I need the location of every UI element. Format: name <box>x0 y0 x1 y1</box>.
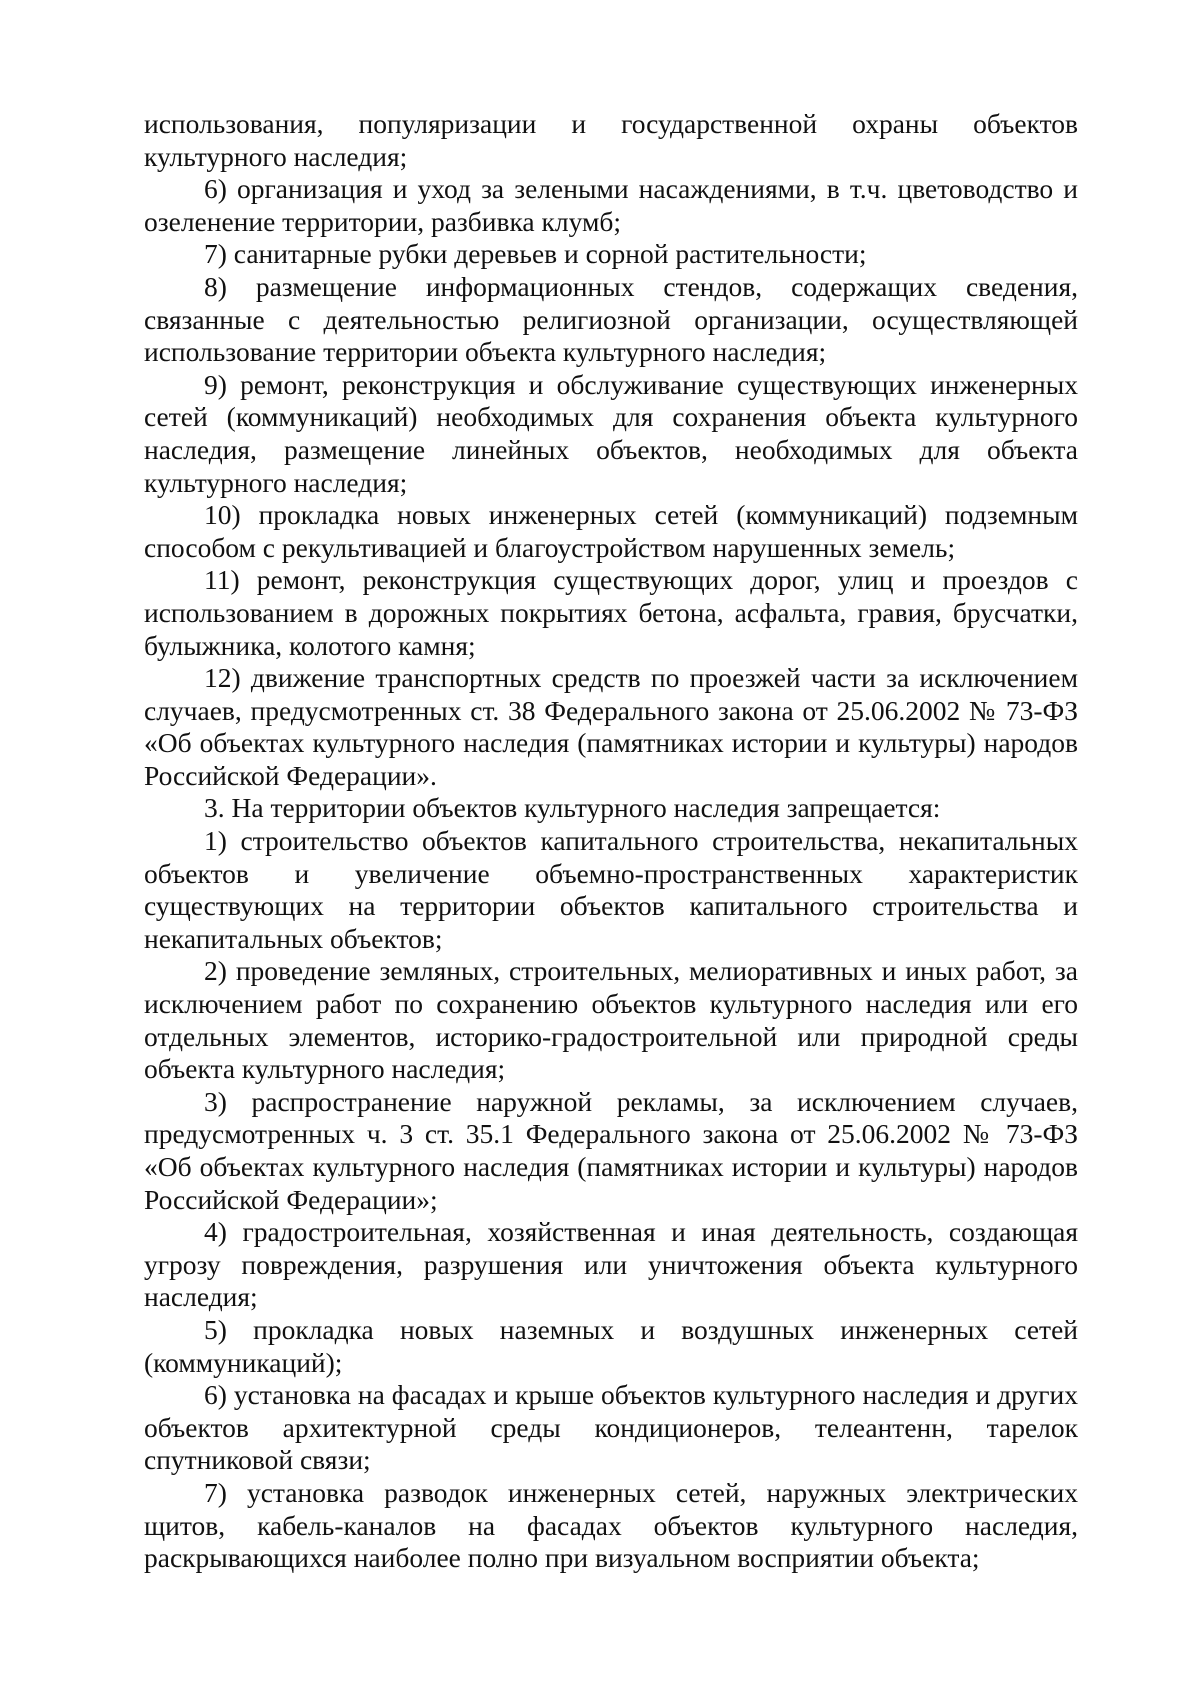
paragraph-16: 7) установка разводок инженерных сетей, наружных электрических щитов, кабель-каналов на фасадах объектов культурного наследия, раскрывающихся наиболее полно при визуальном восприятии объекта; <box>144 1476 1078 1574</box>
paragraph-3: 7) санитарные рубки деревьев и сорной растительности; <box>204 238 867 270</box>
paragraph-9: 3. На территории объектов культурного наследия запрещается: <box>204 792 941 824</box>
paragraph-5: 9) ремонт, реконструкция и обслуживание существующих инженерных сетей (коммуникаций) необходимых для сохранения объекта культурного наследия, размещение линейных объектов, необходимых для объекта культурного наследия; <box>144 368 1078 498</box>
paragraph-15: 6) установка на фасадах и крыше объектов культурного наследия и других объектов архитектурной среды кондиционеров, телеантенн, тарелок спутниковой связи; <box>144 1379 1078 1476</box>
paragraph-1: использования, популяризации и государственной охраны объектов культурного наследия; <box>144 108 1078 172</box>
paragraph-2: 6) организация и уход за зелеными насаждениями, в т.ч. цветоводство и озеленение территории, разбивка клумб; <box>144 173 1078 237</box>
paragraph-8: 12) движение транспортных средств по проезжей части за исключением случаев, предусмотренных ст. 38 Федерального закона от 25.06.2002 № 73-ФЗ «Об объектах культурного наследия (памятниках истории и культуры) народов Российской Федерации». <box>144 662 1078 791</box>
document-page <box>144 108 1078 1575</box>
paragraph-6: 10) прокладка новых инженерных сетей (коммуникаций) подземным способом с рекультивацией и благоустройством нарушенных земель; <box>144 499 1078 563</box>
paragraph-14: 5) прокладка новых наземных и воздушных инженерных сетей (коммуникаций); <box>144 1313 1078 1378</box>
paragraph-10: 1) строительство объектов капитального строительства, некапитальных объектов и увеличение объемно-пространственных характеристик существующих на территории объектов капитального строительства и некапитальных объектов; <box>144 825 1078 954</box>
paragraph-12: 3) распространение наружной рекламы, за исключением случаев, предусмотренных ч. 3 ст. 35.1 Федерального закона от 25.06.2002 № 73-ФЗ «Об объектах культурного наследия (памятниках истории и культуры) народов Российской Федерации»; <box>144 1085 1078 1215</box>
paragraph-4: 8) размещение информационных стендов, содержащих сведения, связанные с деятельностью религиозной организации, осуществляющей использование территории объекта культурного наследия; <box>144 270 1078 368</box>
paragraph-11: 2) проведение земляных, строительных, мелиоративных и иных работ, за исключением работ по сохранению объектов культурного наследия или его отдельных элементов, историко-градостроительной или природной среды объекта культурного наследия; <box>144 955 1078 1085</box>
paragraph-13: 4) градостроительная, хозяйственная и иная деятельность, создающая угрозу повреждения, разрушения или уничтожения объекта культурного наследия; <box>144 1216 1078 1313</box>
paragraph-7: 11) ремонт, реконструкция существующих дорог, улиц и проездов с использованием в дорожных покрытиях бетона, асфальта, гравия, брусчатки, булыжника, колотого камня; <box>144 564 1078 661</box>
